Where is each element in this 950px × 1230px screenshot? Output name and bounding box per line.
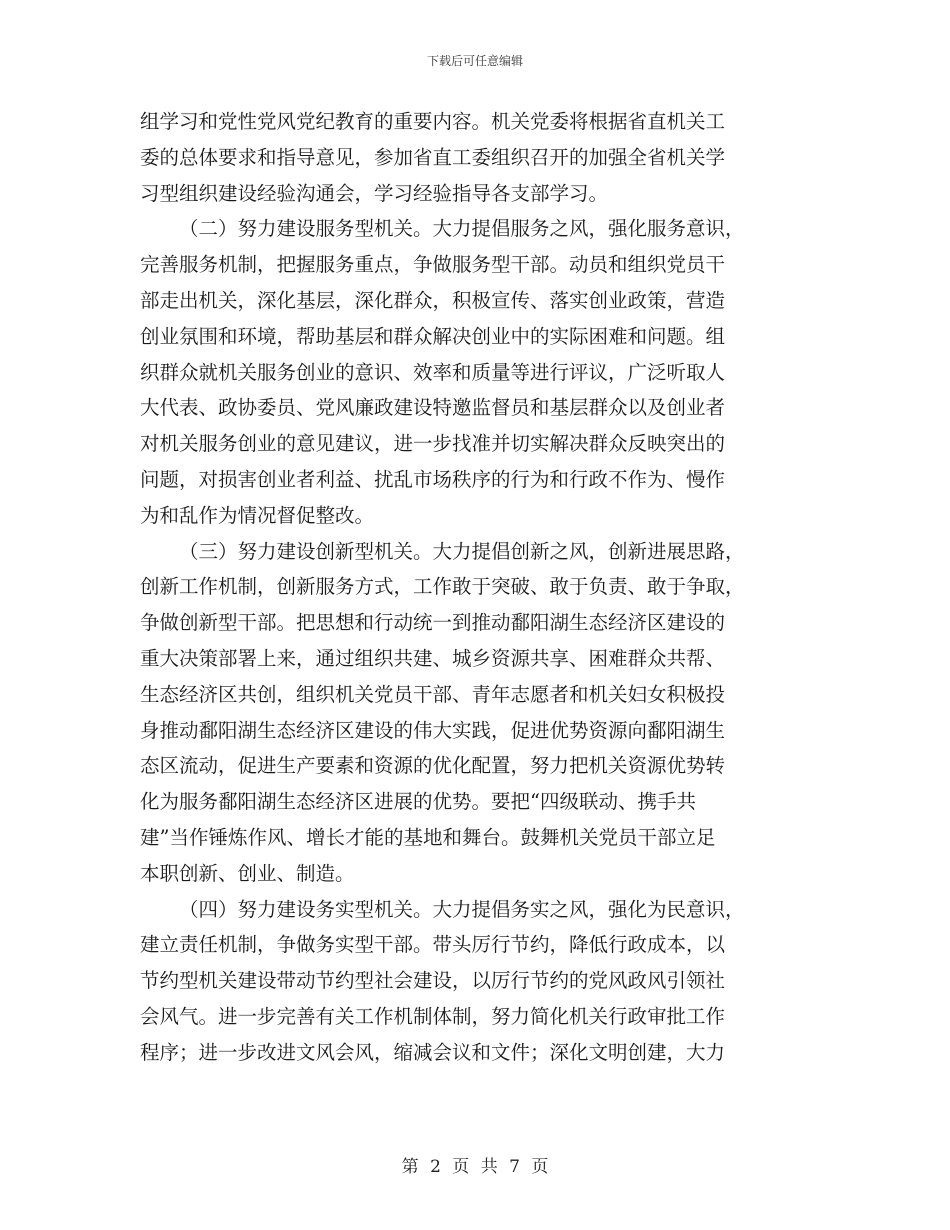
text-line: 习型组织建设经验沟通会，学习经验指导各支部学习。	[140, 181, 609, 205]
text-line: 创新工作机制，创新服务方式，工作敢于突破、敢于负责、敢于争取，	[140, 575, 745, 599]
text-line: 大代表、政协委员、党风廉政建设特邀监督员和基层群众以及创业者	[140, 396, 726, 420]
text-line: 建立责任机制，争做务实型干部。带头厉行节约，降低行政成本，以	[140, 933, 726, 957]
text-line: 建”当作锤炼作风、增长才能的基地和舞台。鼓舞机关党员干部立足	[140, 825, 716, 849]
text-line: 委的总体要求和指导意见，参加省直工委组织召开的加强全省机关学	[140, 145, 726, 169]
paragraph-start-line: （二）努力建设服务型机关。大力提倡服务之风，强化服务意识，	[179, 217, 745, 241]
text-line: 化为服务鄱阳湖生态经济区进展的优势。要把“四级联动、携手共	[140, 790, 696, 814]
text-line: 对机关服务创业的意见建议，进一步找准并切实解决群众反映突出的	[140, 432, 726, 456]
text-line: 争做创新型干部。把思想和行动统一到推动鄱阳湖生态经济区建设的	[140, 611, 726, 635]
text-line: 部走出机关，深化基层，深化群众，积极宣传、落实创业政策，营造	[140, 288, 726, 312]
text-line: 完善服务机制，把握服务重点，争做服务型干部。动员和组织党员干	[140, 253, 726, 277]
paragraph-start-line: （三）努力建设创新型机关。大力提倡创新之风，创新进展思路，	[179, 539, 745, 563]
text-line: 创业氛围和环境，帮助基层和群众解决创业中的实际困难和问题。组	[140, 324, 726, 348]
text-line: 态区流动，促进生产要素和资源的优化配置，努力把机关资源优势转	[140, 754, 726, 778]
text-line: 织群众就机关服务创业的意识、效率和质量等进行评议，广泛听取人	[140, 360, 726, 384]
text-line: 组学习和党性党风党纪教育的重要内容。机关党委将根据省直机关工	[140, 110, 726, 133]
text-line: 程序；进一步改进文风会风，缩减会议和文件；深化文明创建，大力	[140, 1040, 726, 1064]
page-footer: 第 2 页 共 7 页	[401, 1157, 549, 1177]
paragraph-start-line: （四）努力建设务实型机关。大力提倡务实之风，强化为民意识，	[179, 897, 745, 921]
text-line: 身推动鄱阳湖生态经济区建设的伟大实践，促进优势资源向鄱阳湖生	[140, 718, 726, 742]
text-line: 会风气。进一步完善有关工作机制体制，努力简化机关行政审批工作	[140, 1004, 726, 1028]
text-line: 节约型机关建设带动节约型社会建设，以厉行节约的党风政风引领社	[140, 969, 726, 993]
text-line: 生态经济区共创，组织机关党员干部、青年志愿者和机关妇女积极投	[140, 682, 726, 706]
body-text	[140, 104, 815, 1071]
text-line: 问题，对损害创业者利益、扰乱市场秩序的行为和行政不作为、慢作	[140, 467, 726, 491]
text-line: 为和乱作为情况督促整改。	[140, 503, 375, 527]
page-header: 下载后可任意编辑	[426, 54, 523, 68]
text-line: 重大决策部署上来，通过组织共建、城乡资源共享、困难群众共帮、	[140, 646, 726, 670]
text-line: 本职创新、创业、制造。	[140, 861, 355, 885]
